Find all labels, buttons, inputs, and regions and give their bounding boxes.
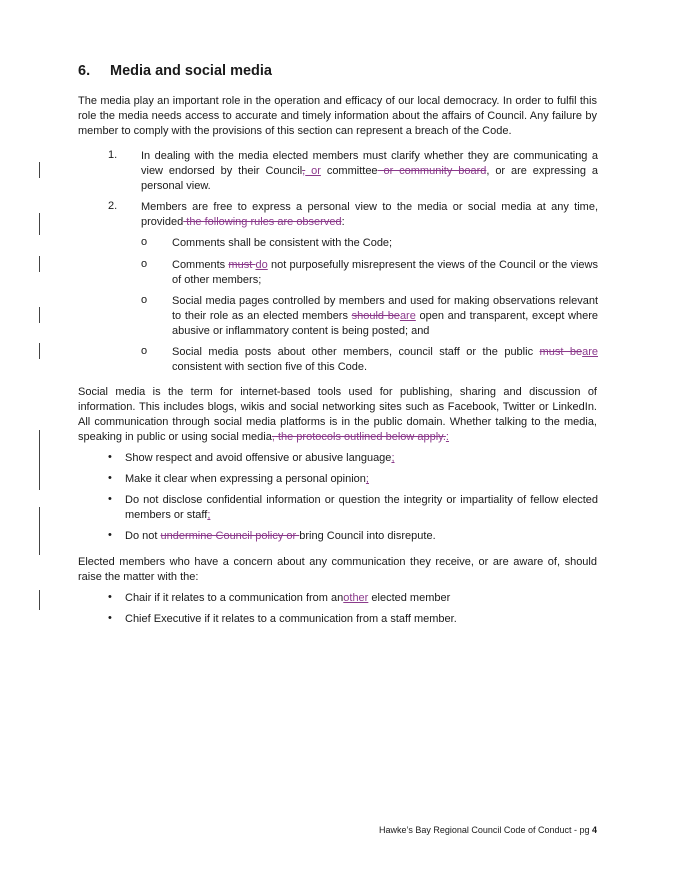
page-number: 4 <box>591 825 597 835</box>
text-run: Social media posts about other members, council staff or the public <box>172 346 540 358</box>
sub-item-text <box>172 258 598 288</box>
bullet-text <box>125 472 598 487</box>
sub-marker: o <box>141 294 148 306</box>
text-run: Chief Executive if it relates to a communication from a staff member. <box>125 613 457 625</box>
sub-marker: o <box>141 345 148 357</box>
deleted-text: , <box>302 165 306 177</box>
text-run: Make it clear when expressing a personal opinion <box>125 473 366 485</box>
inserted-text: ; <box>207 509 211 521</box>
bullet-marker: • <box>108 472 112 484</box>
item-text <box>141 200 598 230</box>
inserted-text: do <box>255 259 268 271</box>
item-marker: 2. <box>108 200 118 212</box>
sub-marker: o <box>141 236 148 248</box>
item-marker: 1. <box>108 149 118 161</box>
sub-marker: o <box>141 258 148 270</box>
inserted-text: or <box>305 165 321 177</box>
intro-paragraph: The media play an important role in the operation and efficacy of our local democracy. In order to fulfil this role the media needs access to accurate and timely information about the affairs of Council. Any failure by member to comply with the provisions of this section can represent a breach of the Code. <box>78 95 597 137</box>
bullet-text <box>125 529 598 544</box>
footer-text: Hawke’s Bay Regional Council Code of Conduct - pg <box>379 825 592 835</box>
text-run: elected member <box>368 592 451 604</box>
text-run: Do not <box>125 530 161 542</box>
inserted-text: are <box>582 346 598 358</box>
change-bar <box>39 430 40 490</box>
inserted-text: are <box>399 310 416 322</box>
bullet-marker: • <box>108 493 112 505</box>
section-number: 6. <box>78 63 91 79</box>
section-heading <box>78 63 272 79</box>
text-run: : <box>341 216 345 228</box>
sub-item-text <box>172 236 598 251</box>
bullet-text <box>125 612 598 627</box>
text-run: bring Council into disrepute. <box>299 530 436 542</box>
bullet-marker: • <box>108 451 112 463</box>
item-text <box>141 149 598 194</box>
change-bar <box>39 213 40 235</box>
inserted-text: ; <box>365 473 369 485</box>
text-run: Members are free to express a personal view to the media or social media at any time, provided <box>141 201 598 228</box>
inserted-text: : <box>445 431 449 443</box>
text-run: open and transparent, except where abusive or inflammatory content is being posted; and <box>172 310 598 337</box>
bullet-marker: • <box>108 612 112 624</box>
deleted-text: undermine Council policy or <box>160 530 300 542</box>
sub-item-text <box>172 294 598 339</box>
text-run: Social media is the term for internet-based tools used for publishing, sharing and discussion of information. This includes blogs, wikis and social networking sites such as Facebook, Twitter or LinkedIn. All communication through social media platforms is in the public domain. Whether talking to the media, speaking in public or using social media <box>78 386 597 443</box>
text-run: In dealing with the media elected members must clarify whether they are communicating a view endorsed by their Council <box>141 150 598 177</box>
text-run: committee <box>320 165 378 177</box>
deleted-text: the following rules are observed <box>183 216 342 228</box>
change-bar <box>39 590 40 610</box>
change-bar <box>39 256 40 272</box>
deleted-text: should be <box>351 310 400 322</box>
text-run: Comments shall be consistent with the Code; <box>172 237 393 249</box>
deleted-text: or community board <box>377 165 487 177</box>
bullet-text <box>125 591 598 606</box>
sub-item-text <box>172 345 598 375</box>
change-bar <box>39 307 40 323</box>
social-media-paragraph <box>78 385 597 445</box>
page-footer <box>379 825 597 835</box>
text-run: not purposefully misrepresent the views of the Council or the views of other members; <box>172 259 598 286</box>
inserted-text: other <box>343 592 369 604</box>
deleted-text: must <box>228 259 256 271</box>
text-run: Do not disclose confidential information or question the integrity or impartiality of fellow elected members or staff <box>125 494 598 521</box>
bullet-text <box>125 493 598 523</box>
deleted-text: must be <box>539 346 583 358</box>
concern-paragraph: Elected members who have a concern about any communication they receive, or are aware of, should raise the matter with the: <box>78 556 597 583</box>
text-run: Show respect and avoid offensive or abusive language <box>125 452 392 464</box>
deleted-text: , the protocols outlined below apply. <box>271 431 446 443</box>
text-run: Comments <box>172 259 229 271</box>
change-bar <box>39 343 40 359</box>
bullet-text <box>125 451 598 466</box>
inserted-text: ; <box>391 452 395 464</box>
text-run: Chair if it relates to a communication from an <box>125 592 344 604</box>
change-bar <box>39 162 40 178</box>
section-title: Media and social media <box>110 63 272 79</box>
text-run: consistent with section five of this Code. <box>172 361 368 373</box>
change-bar <box>39 507 40 555</box>
bullet-marker: • <box>108 591 112 603</box>
text-run: Social media pages controlled by members and used for making observations relevant to their role as an elected members <box>172 295 598 322</box>
text-run: , or are expressing a personal view. <box>141 165 598 192</box>
bullet-marker: • <box>108 529 112 541</box>
